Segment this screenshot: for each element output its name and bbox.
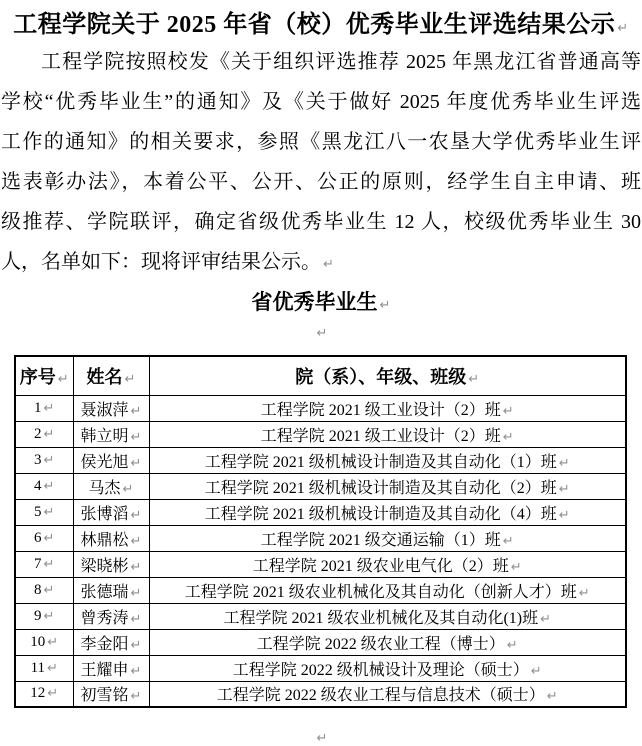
header-name-label: 姓名 bbox=[86, 366, 123, 387]
name-cell: 初雪铭 ↵ bbox=[73, 681, 149, 707]
paragraph-mark-icon: ↵ bbox=[47, 634, 59, 650]
name-cell: 张德瑞 ↵ bbox=[73, 577, 149, 603]
serial-cell: 11 ↵ bbox=[15, 655, 73, 681]
table-row bbox=[15, 525, 626, 551]
paragraph-mark-icon: ↵ bbox=[510, 559, 522, 575]
paragraph-mark-icon: ↵ bbox=[130, 455, 142, 471]
table-row bbox=[15, 551, 626, 577]
name-cell: 李金阳 ↵ bbox=[73, 629, 149, 655]
paragraph-mark-icon: ↵ bbox=[502, 403, 514, 419]
paragraph-mark-icon: ↵ bbox=[43, 530, 55, 546]
paragraph-mark-icon: ↵ bbox=[316, 326, 328, 341]
header-class-label: 院（系）、年级、班级 bbox=[295, 366, 467, 387]
paragraph-mark-icon: ↵ bbox=[130, 403, 142, 419]
paragraph-mark-icon: ↵ bbox=[57, 371, 69, 387]
paragraph-mark-icon: ↵ bbox=[506, 637, 518, 653]
table-row bbox=[15, 655, 626, 681]
paragraph-mark-icon: ↵ bbox=[323, 257, 334, 272]
table-row bbox=[15, 395, 626, 421]
paragraph-mark-icon: ↵ bbox=[316, 731, 328, 746]
paragraph-mark-icon: ↵ bbox=[130, 585, 142, 601]
serial-cell: 8 ↵ bbox=[15, 577, 73, 603]
paragraph-line bbox=[1, 242, 641, 282]
serial-cell: 1 ↵ bbox=[15, 395, 73, 421]
paragraph-line: 级推荐、学院联评，确定省级优秀毕业生 12 人，校级优秀毕业生 30 bbox=[1, 211, 641, 233]
class-cell: 工程学院 2021 级机械设计制造及其自动化（4）班 ↵ bbox=[149, 499, 626, 525]
serial-cell: 7 ↵ bbox=[15, 551, 73, 577]
serial-cell: 4 ↵ bbox=[15, 473, 73, 499]
paragraph-mark-icon: ↵ bbox=[43, 478, 55, 494]
paragraph-mark-icon: ↵ bbox=[130, 533, 142, 549]
paragraph-mark-icon: ↵ bbox=[47, 660, 58, 676]
header-no-label: 序号 bbox=[19, 366, 56, 387]
paragraph-mark-icon: ↵ bbox=[47, 686, 59, 702]
header-cell-name bbox=[73, 356, 149, 395]
paragraph-mark-icon: ↵ bbox=[546, 689, 558, 705]
paragraph-mark-icon: ↵ bbox=[617, 21, 629, 36]
class-cell: 工程学院 2021 级机械设计制造及其自动化（1）班 ↵ bbox=[149, 447, 626, 473]
name-cell: 侯光旭 ↵ bbox=[73, 447, 149, 473]
table-row bbox=[15, 629, 626, 655]
graduates-table bbox=[14, 355, 627, 708]
section-heading-text: 省优秀毕业生 bbox=[251, 290, 378, 314]
paragraph-mark-icon: ↵ bbox=[43, 556, 55, 572]
table-row bbox=[15, 577, 626, 603]
serial-cell: 12 ↵ bbox=[15, 681, 73, 707]
empty-paragraph bbox=[0, 322, 642, 348]
header-cell-class bbox=[149, 356, 626, 395]
paragraph-mark-icon: ↵ bbox=[558, 455, 570, 471]
table-row bbox=[15, 421, 626, 447]
paragraph-line: 选表彰办法》，本着公平、公开、公正的原则，经学生自主申请、班 bbox=[1, 171, 641, 193]
page-title-text: 工程学院关于 2025 年省（校）优秀毕业生评选结果公示 bbox=[13, 12, 616, 38]
class-cell: 工程学院 2021 级农业机械化及其自动化(1)班 ↵ bbox=[149, 603, 626, 629]
name-cell: 王耀申 ↵ bbox=[73, 655, 149, 681]
paragraph-mark-icon: ↵ bbox=[43, 452, 55, 468]
serial-cell: 6 ↵ bbox=[15, 525, 73, 551]
paragraph-mark-icon: ↵ bbox=[130, 637, 142, 653]
class-cell: 工程学院 2021 级交通运输（1）班 ↵ bbox=[149, 525, 626, 551]
paragraph-mark-icon: ↵ bbox=[578, 585, 590, 601]
class-cell: 工程学院 2021 级农业电气化（2）班 ↵ bbox=[149, 551, 626, 577]
table-row bbox=[15, 473, 626, 499]
paragraph-mark-icon: ↵ bbox=[130, 663, 142, 679]
paragraph-line: 工作的通知》的相关要求，参照《黑龙江八一农垦大学优秀毕业生评 bbox=[1, 131, 641, 153]
name-cell: 曾秀涛 ↵ bbox=[73, 603, 149, 629]
paragraph-mark-icon: ↵ bbox=[540, 611, 552, 627]
name-cell: 林鼎松 ↵ bbox=[73, 525, 149, 551]
name-cell: 梁晓彬 ↵ bbox=[73, 551, 149, 577]
class-cell: 工程学院 2021 级农业机械化及其自动化（创新人才）班 ↵ bbox=[149, 577, 626, 603]
table-row bbox=[15, 681, 626, 707]
class-cell: 工程学院 2022 级农业工程与信息技术（硕士） ↵ bbox=[149, 681, 626, 707]
paragraph-mark-icon: ↵ bbox=[130, 559, 142, 575]
paragraph-mark-icon: ↵ bbox=[43, 504, 55, 520]
table-row bbox=[15, 499, 626, 525]
paragraph-mark-icon: ↵ bbox=[379, 298, 391, 313]
paragraph-mark-icon: ↵ bbox=[43, 608, 55, 624]
class-cell: 工程学院 2021 级工业设计（2）班 ↵ bbox=[149, 421, 626, 447]
table-row bbox=[15, 603, 626, 629]
class-cell: 工程学院 2021 级机械设计制造及其自动化（2）班 ↵ bbox=[149, 473, 626, 499]
paragraph-mark-icon: ↵ bbox=[558, 507, 570, 523]
serial-cell: 9 ↵ bbox=[15, 603, 73, 629]
name-cell: 马杰 ↵ bbox=[73, 473, 149, 499]
paragraph-mark-icon: ↵ bbox=[468, 371, 480, 387]
paragraph-mark-icon: ↵ bbox=[130, 611, 142, 627]
paragraph-mark-icon: ↵ bbox=[130, 689, 142, 705]
class-cell: 工程学院 2022 级机械设计及理论（硕士） ↵ bbox=[149, 655, 626, 681]
clipped-paragraph-mark bbox=[0, 731, 642, 746]
paragraph-mark-icon: ↵ bbox=[558, 481, 570, 497]
table-header-row bbox=[15, 356, 626, 395]
paragraph-mark-icon: ↵ bbox=[124, 371, 136, 387]
class-cell: 工程学院 2022 级农业工程（博士） ↵ bbox=[149, 629, 626, 655]
name-cell: 韩立明 ↵ bbox=[73, 421, 149, 447]
table-row bbox=[15, 447, 626, 473]
paragraph-mark-icon: ↵ bbox=[130, 429, 142, 445]
name-cell: 张博滔 ↵ bbox=[73, 499, 149, 525]
paragraph-mark-icon: ↵ bbox=[122, 481, 134, 497]
page-title bbox=[0, 0, 642, 42]
serial-cell: 3 ↵ bbox=[15, 447, 73, 473]
class-cell: 工程学院 2021 级工业设计（2）班 ↵ bbox=[149, 395, 626, 421]
serial-cell: 5 ↵ bbox=[15, 499, 73, 525]
paragraph-mark-icon: ↵ bbox=[43, 400, 55, 416]
paragraph-mark-icon: ↵ bbox=[43, 582, 55, 598]
name-cell: 聂淑萍 ↵ bbox=[73, 395, 149, 421]
paragraph-mark-icon: ↵ bbox=[502, 429, 514, 445]
paragraph-mark-icon: ↵ bbox=[130, 507, 142, 523]
paragraph-mark-icon: ↵ bbox=[530, 663, 542, 679]
paragraph-line: 工程学院按照校发《关于组织评选推荐 2025 年黑龙江省普通高等 bbox=[41, 51, 641, 73]
section-heading bbox=[0, 282, 642, 322]
serial-cell: 2 ↵ bbox=[15, 421, 73, 447]
paragraph-line-text: 人，名单如下：现将评审结果公示。 bbox=[1, 251, 321, 273]
paragraph-mark-icon: ↵ bbox=[43, 426, 55, 442]
serial-cell: 10 ↵ bbox=[15, 629, 73, 655]
intro-paragraph bbox=[0, 42, 642, 282]
paragraph-line: 学校“优秀毕业生”的通知》及《关于做好 2025 年度优秀毕业生评选 bbox=[1, 91, 641, 113]
header-cell-no bbox=[15, 356, 73, 395]
paragraph-mark-icon: ↵ bbox=[502, 533, 514, 549]
